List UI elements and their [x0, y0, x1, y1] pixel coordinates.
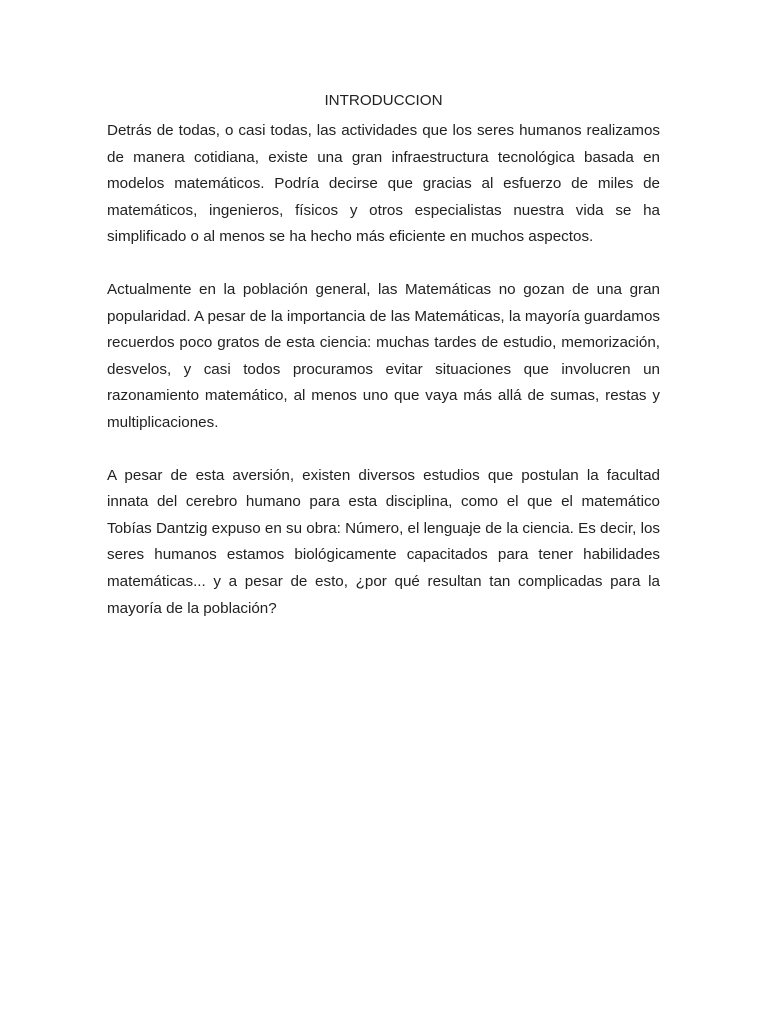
paragraph-3: A pesar de esta aversión, existen diversos estudios que postulan la facultad innata del cerebro humano para esta disciplina, como el que el matemático Tobías Dantzig expuso en su obra: Número, el lenguaje de la ciencia. Es decir, los seres humanos estamos biológicamente capacitados para tener habilidades matemáticas... y a pesar de esto, ¿por qué resultan tan complicadas para la mayoría de la población? [107, 466, 660, 617]
document-title: INTRODUCCION [324, 92, 443, 109]
document-body [107, 90, 660, 648]
paragraph-1: Detrás de todas, o casi todas, las actividades que los seres humanos realizamos de manera cotidiana, existe una gran infraestructura tecnológica basada en modelos matemáticos. Podría decirse que gracias al esfuerzo de miles de matemáticos, ingenieros, físicos y otros especialistas nuestra vida se ha simplificado o al menos se ha hecho más eficiente en muchos aspectos. [107, 122, 660, 246]
paragraph-2: Actualmente en la población general, las Matemáticas no gozan de una gran popularidad. A pesar de la importancia de las Matemáticas, la mayoría guardamos recuerdos poco gratos de esta ciencia: muchas tardes de estudio, memorización, desvelos, y casi todos procuramos evitar situaciones que involucren un razonamiento matemático, al menos uno que vaya más allá de sumas, restas y multiplicaciones. [107, 280, 660, 431]
